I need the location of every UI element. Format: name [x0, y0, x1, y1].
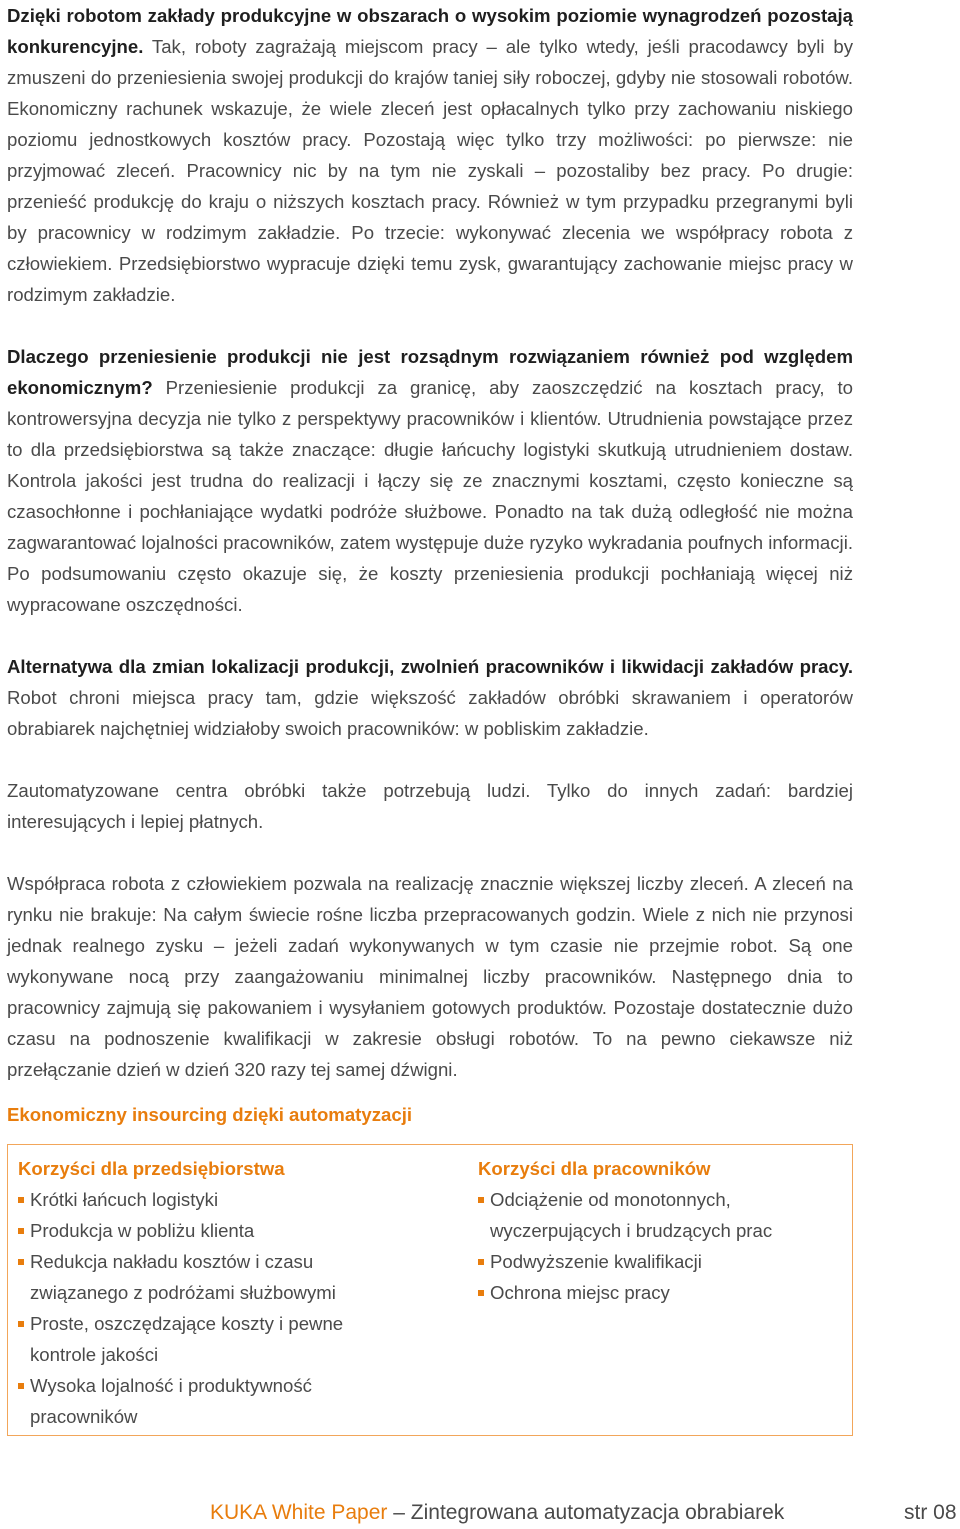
paragraph-3-text: Robot chroni miejsca pracy tam, gdzie większość zakładów obróbki skrawaniem i operatorów obrabiarek najchętniej widziałoby swoich pracowników: w pobliskim zakładzie. — [7, 687, 853, 739]
paragraph-2-text: Przeniesienie produkcji za granicę, aby zaoszczędzić na kosztach pracy, to kontrowersyjna decyzja nie tylko z perspektywy pracowników i klientów. Utrudnienia powstające przez to dla przedsiębiorstwa są także znaczące: długie łańcuchy logistyki skutkują utrudnieniem dostaw. Kontrola jakości jest trudna do realizacji i łączy się ze znacznymi kosztami, często konieczne są czasochłonne i pochłaniające wydatki podróże służbowe. Ponadto na tak dużą odległość nie można zagwarantować lojalności pracowników, zatem występuje duże ryzyko wykradania poufnych informacji. Po podsumowaniu często okazuje się, że koszty przeniesienia produkcji pochłaniają więcej niż wypracowane oszczędności. — [7, 377, 853, 615]
paragraph-1-text: Tak, roboty zagrażają miejscom pracy – ale tylko wtedy, jeśli pracodawcy byli by zmuszeni do przeniesienia swojej produkcji do krajów taniej siły roboczej, gdyby nie stosowali robotów. Ekonomiczny rachunek wskazuje, że wiele zleceń jest opłacalnych tylko przy zachowaniu niskiego poziomu jednostkowych kosztów pracy. Pozostają więc tylko trzy możliwości: po pierwsze: nie przyjmować zleceń. Pracownicy nic by na tym nie zyskali – pozostaliby bez pracy. Po drugie: przenieść produkcję do kraju o niższych kosztach pracy. Również w tym przypadku przegranymi byli by pracownicy w rodzimym zakładzie. Po trzecie: wykonywać zlecenia we współpracy robota z człowiekiem. Przedsiębiorstwo wypracuje dzięki temu zysk, gwarantujący zachowanie miejsc pracy w rodzimym zakładzie. — [7, 36, 853, 305]
benefits-workers-column — [478, 1153, 842, 1435]
benefits-workers-title: Korzyści dla pracowników — [478, 1158, 711, 1179]
section-title: Ekonomiczny insourcing dzięki automatyzacji — [7, 1104, 413, 1125]
list-item: Odciążenie od monotonnych, wyczerpujących i brudzących prac — [478, 1184, 810, 1246]
footer-brand: KUKA White Paper — [210, 1501, 388, 1524]
paragraph-5 — [7, 868, 853, 1085]
paragraph-3-lead: Alternatywa dla zmian lokalizacji produkcji, zwolnień pracowników i likwidacji zakładów pracy. — [7, 656, 853, 677]
paragraph-3 — [7, 651, 853, 744]
list-item: Wysoka lojalność i produktywność pracowników — [18, 1370, 360, 1432]
list-item: Redukcja nakładu kosztów i czasu związanego z podróżami służbowymi — [18, 1246, 380, 1308]
benefits-company-column — [18, 1153, 478, 1435]
paragraph-4-text: Zautomatyzowane centra obróbki także potrzebują ludzi. Tylko do innych zadań: bardziej interesujących i lepiej płatnych. — [7, 780, 853, 832]
page-number: str 08 — [904, 1501, 957, 1524]
benefits-company-title: Korzyści dla przedsiębiorstwa — [18, 1158, 285, 1179]
benefits-workers-list — [478, 1184, 842, 1308]
paragraph-1 — [7, 0, 853, 310]
page-content — [7, 0, 853, 1436]
list-item: Produkcja w pobliżu klienta — [18, 1215, 400, 1246]
footer — [210, 1497, 784, 1529]
list-item: Podwyższenie kwalifikacji — [478, 1246, 842, 1277]
paragraph-5-text: Współpraca robota z człowiekiem pozwala na realizację znacznie większej liczby zleceń. A zleceń na rynku nie brakuje: Na całym świecie rośne liczba przepracowanych godzin. Wiele z nich nie przynosi jednak realnego zysku – jeżeli zadań wykonywanych w tym czasie nie przejmie robot. Są one wykonywane nocą przy zaangażowaniu minimalnej liczby pracowników. Następnego dnia to pracownicy zajmują się pakowaniem i wysyłaniem gotowych produktów. Pozostaje dostatecznie dużo czasu na podnoszenie kwalifikacji w zakresie obsługi robotów. To na pewno ciekawsze niż przełączanie dzień w dzień 320 razy tej samej dźwigni. — [7, 873, 853, 1080]
benefits-company-list — [18, 1184, 478, 1432]
paragraph-4 — [7, 775, 853, 837]
paragraph-1-lead: Dzięki robotom zakłady produkcyjne w obszarach o wysokim poziomie wynagrodzeń pozostają konkurencyjne. — [7, 5, 853, 57]
list-item: Ochrona miejsc pracy — [478, 1277, 842, 1308]
footer-title: – Zintegrowana automatyzacja obrabiarek — [387, 1501, 785, 1524]
list-item: Krótki łańcuch logistyki — [18, 1184, 400, 1215]
paragraph-2-lead: Dlaczego przeniesienie produkcji nie jest rozsądnym rozwiązaniem również pod względem ekonomicznym? — [7, 346, 853, 398]
list-item: Proste, oszczędzające koszty i pewne kontrole jakości — [18, 1308, 380, 1370]
paragraph-2 — [7, 341, 853, 620]
benefits-box — [7, 1144, 853, 1436]
